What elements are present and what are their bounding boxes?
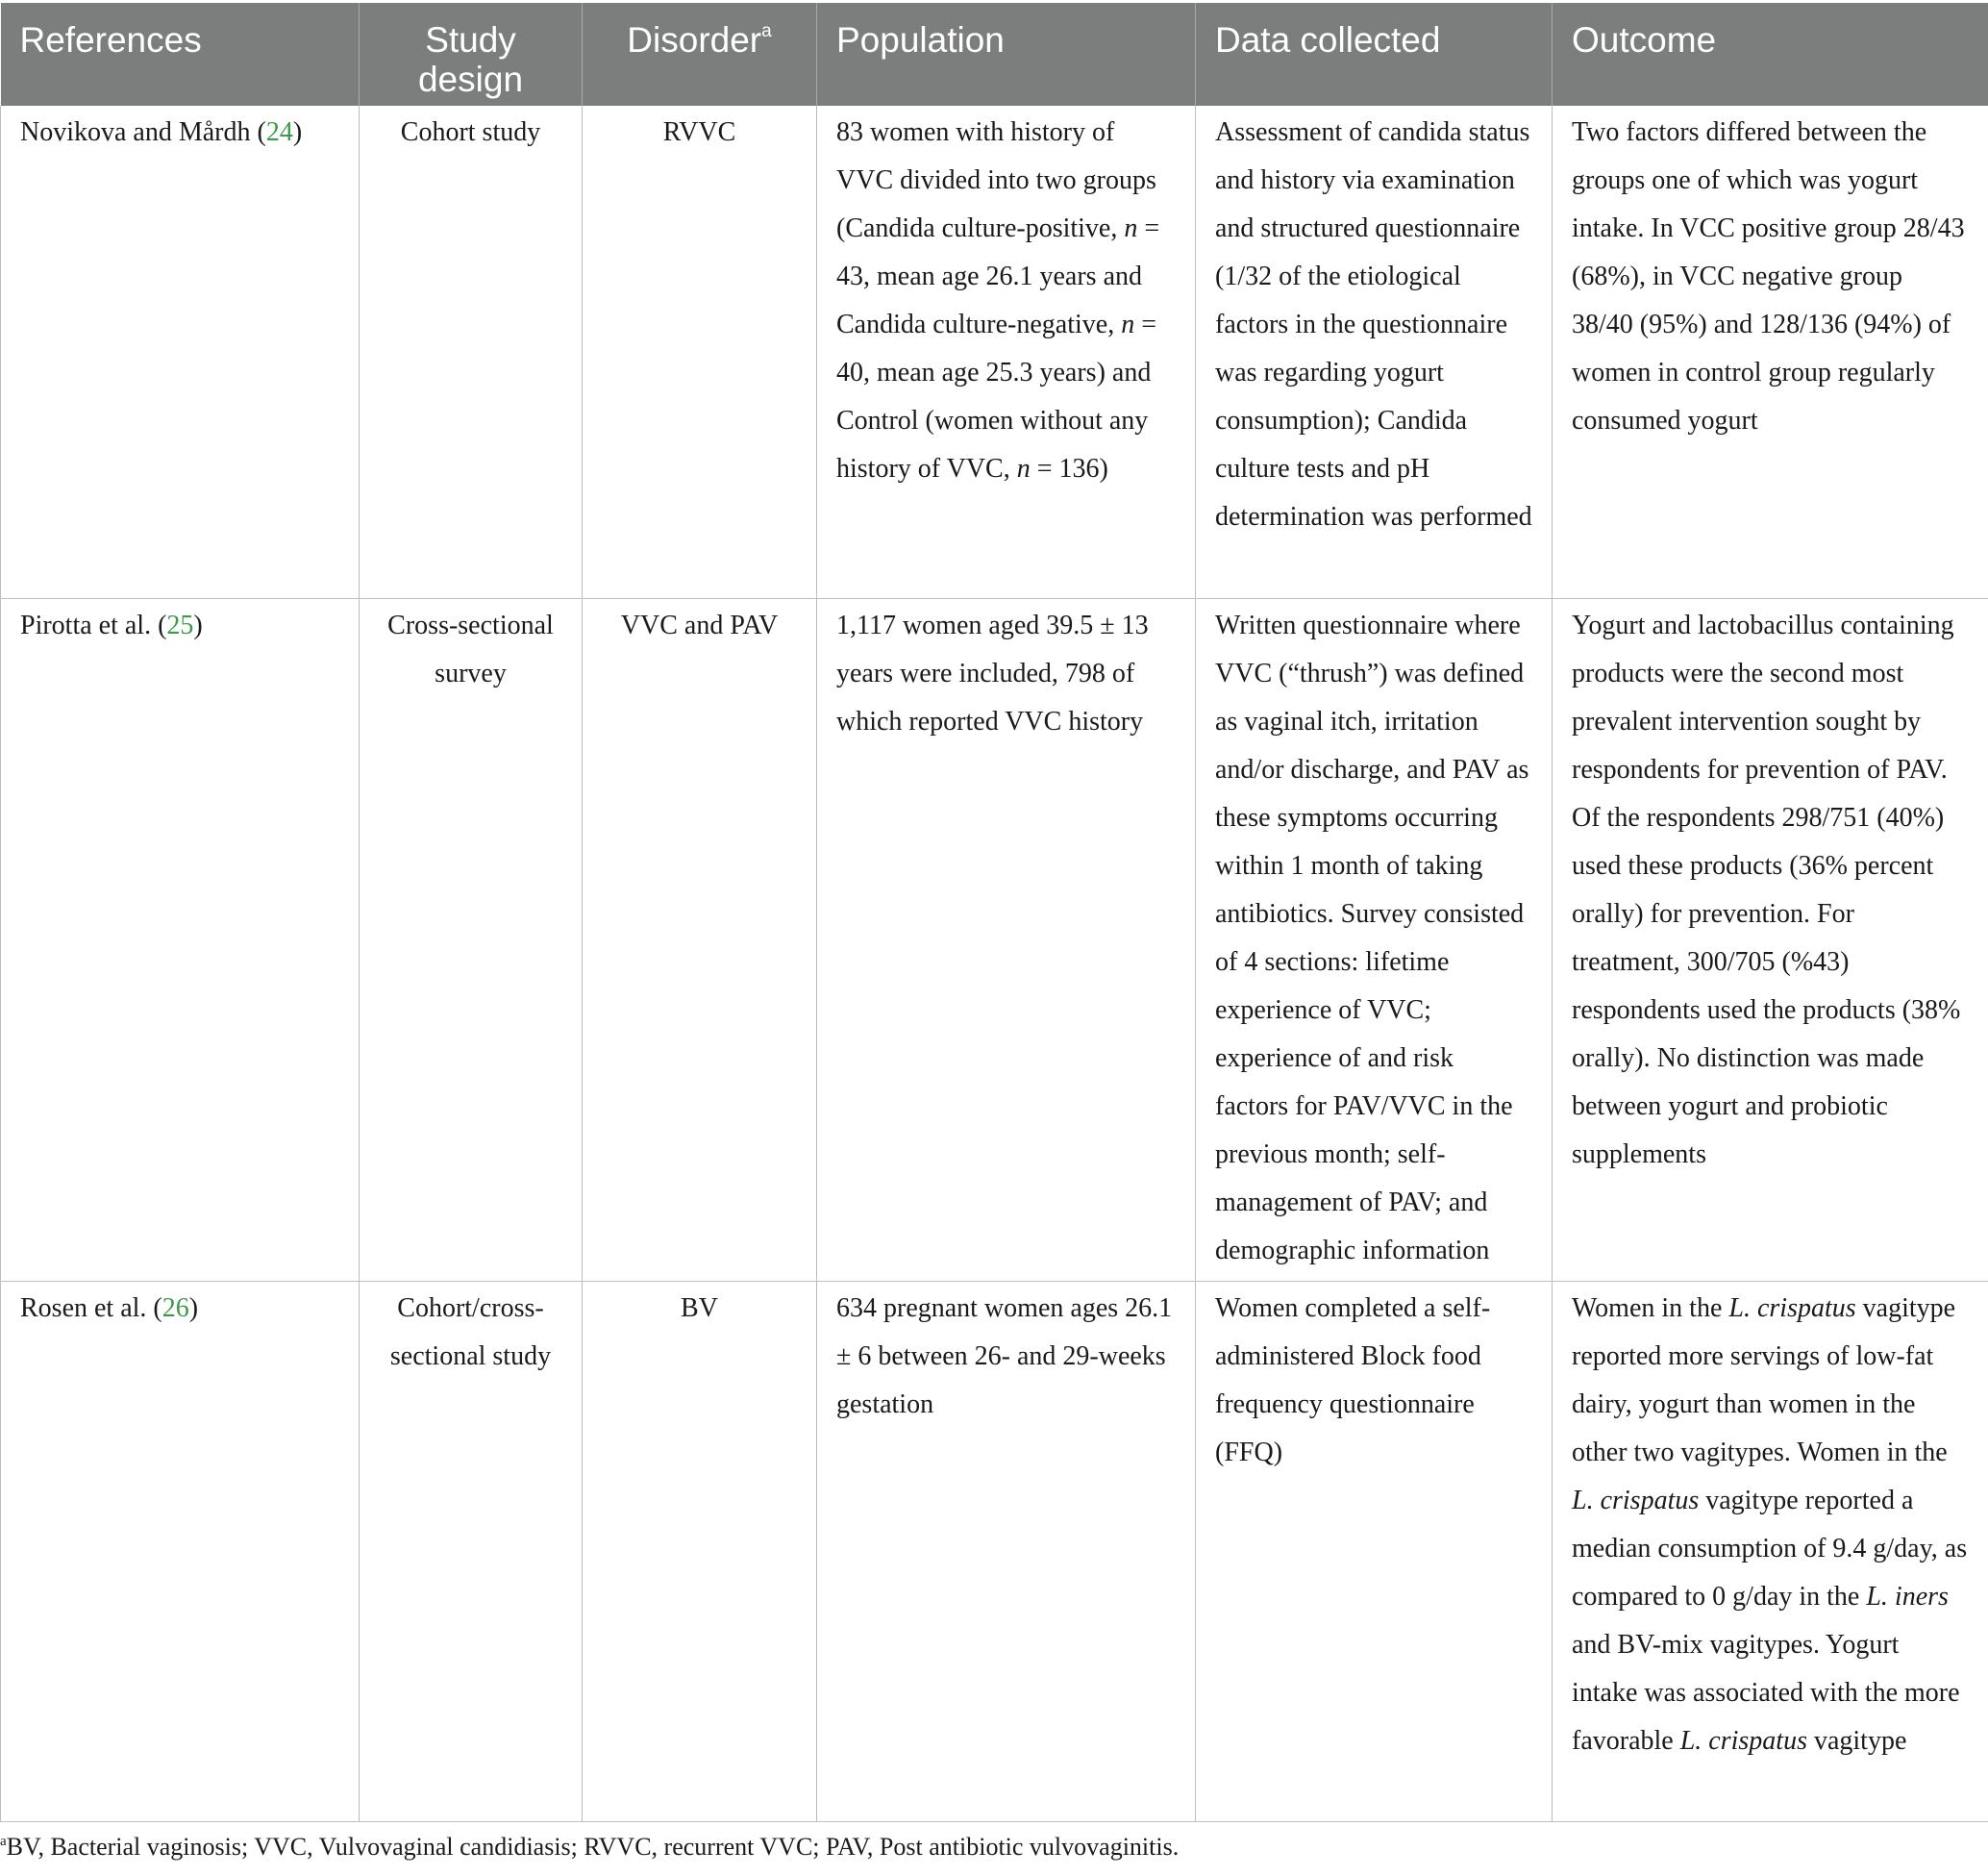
cell-population: 634 pregnant women ages 26.1 ± 6 between 26- and 29-weeks gestation bbox=[817, 1281, 1196, 1821]
cell-outcome bbox=[1553, 1281, 1988, 1821]
cell-study-design: Cross-sectional survey bbox=[360, 598, 583, 1281]
population-text: = 40, mean age 25.3 years) and Control (women without any history of VVC, bbox=[836, 310, 1157, 484]
reference-close: ) bbox=[188, 1292, 199, 1323]
reference-link[interactable]: 26 bbox=[162, 1292, 189, 1323]
header-disorder bbox=[583, 3, 817, 106]
outcome-text: vagitype reported a median consumption of 9.4 g/day, as compared to 0 g/day in the bbox=[1572, 1485, 1968, 1612]
header-study-design: Study design bbox=[360, 3, 583, 106]
cell-reference bbox=[1, 598, 360, 1281]
cell-population: 1,117 women aged 39.5 ± 13 years were included, 798 of which reported VVC history bbox=[817, 598, 1196, 1281]
reference-link[interactable]: 25 bbox=[166, 610, 194, 640]
table-footnote bbox=[0, 1833, 1179, 1862]
footnote-text: BV, Bacterial vaginosis; VVC, Vulvovaginal candidiasis; RVVC, recurrent VVC; PAV, Post antibiotic vulvovaginitis. bbox=[6, 1833, 1180, 1861]
table-row bbox=[1, 598, 1988, 1281]
population-n-symbol: n bbox=[1121, 310, 1135, 339]
cell-study-design: Cohort/cross-sectional study bbox=[360, 1281, 583, 1821]
header-row bbox=[1, 3, 1988, 106]
reference-close: ) bbox=[292, 117, 303, 147]
cell-reference bbox=[1, 1281, 360, 1821]
cell-data-collected: Written questionnaire where VVC (“thrush”) was defined as vaginal itch, irritation and/or discharge, and PAV as these symptoms occurring within 1 month of taking antibiotics. Survey consisted of 4 sections: lifetime experience of VVC; experience of and risk factors for PAV/VVC in the previous month; self-management of PAV; and demographic information bbox=[1196, 598, 1553, 1281]
table-header bbox=[1, 3, 1988, 106]
footnote-marker: a bbox=[0, 1834, 7, 1849]
outcome-species: L. iners bbox=[1866, 1581, 1949, 1612]
cell-disorder: RVVC bbox=[583, 106, 817, 598]
population-text: = 136) bbox=[1030, 454, 1108, 484]
reference-authors: Pirotta et al. ( bbox=[20, 610, 167, 640]
table-row bbox=[1, 1281, 1988, 1821]
header-population: Population bbox=[817, 3, 1196, 106]
reference-authors: Rosen et al. ( bbox=[20, 1292, 162, 1323]
outcome-text: and BV-mix vagitypes. Yogurt intake was associated with the more favorable bbox=[1572, 1629, 1960, 1756]
header-disorder-label: Disorder bbox=[627, 20, 762, 60]
table-body bbox=[1, 106, 1988, 1821]
header-references: References bbox=[1, 3, 360, 106]
reference-close: ) bbox=[193, 610, 203, 640]
cell-reference bbox=[1, 106, 360, 598]
cell-population bbox=[817, 106, 1196, 598]
population-n-symbol: n bbox=[1016, 454, 1031, 484]
outcome-species: L. crispatus bbox=[1728, 1292, 1856, 1323]
outcome-text: Women in the bbox=[1572, 1292, 1729, 1323]
cell-outcome: Two factors differed between the groups one of which was yogurt intake. In VCC positive group 28/43 (68%), in VCC negative group 38/40 (95%) and 128/136 (94%) of women in control group regularly consumed yogurt bbox=[1553, 106, 1988, 598]
cell-outcome: Yogurt and lactobacillus containing products were the second most prevalent intervention sought by respondents for prevention of PAV. Of the respondents 298/751 (40%) used these products (36% percent orally) for prevention. For treatment, 300/705 (%43) respondents used the products (38% orally). No distinction was made between yogurt and probiotic supplements bbox=[1553, 598, 1988, 1281]
reference-link[interactable]: 24 bbox=[265, 117, 293, 147]
population-n-symbol: n bbox=[1124, 213, 1138, 243]
studies-table bbox=[0, 3, 1988, 1822]
cell-data-collected: Assessment of candida status and history via examination and structured questionnaire (1/32 of the etiological factors in the questionnaire was regarding yogurt consumption); Candida culture tests and pH determination was performed bbox=[1196, 106, 1553, 598]
population-text: = 43, mean age 26.1 years and Candida culture-negative, bbox=[836, 213, 1160, 339]
outcome-text: vagitype reported more servings of low-fat dairy, yogurt than women in the other two vagitypes. Women in the bbox=[1572, 1292, 1956, 1467]
outcome-species: L. crispatus bbox=[1679, 1725, 1807, 1756]
cell-disorder: VVC and PAV bbox=[583, 598, 817, 1281]
outcome-text: vagitype bbox=[1806, 1725, 1907, 1756]
header-data-collected: Data collected bbox=[1196, 3, 1553, 106]
header-outcome: Outcome bbox=[1553, 3, 1988, 106]
table-container bbox=[0, 3, 1988, 1822]
cell-disorder: BV bbox=[583, 1281, 817, 1821]
cell-study-design: Cohort study bbox=[360, 106, 583, 598]
reference-authors: Novikova and Mårdh ( bbox=[20, 117, 266, 147]
header-disorder-footnote-marker: a bbox=[761, 21, 772, 41]
cell-data-collected: Women completed a self-administered Block food frequency questionnaire (FFQ) bbox=[1196, 1281, 1553, 1821]
table-row bbox=[1, 106, 1988, 598]
population-text: 83 women with history of VVC divided into two groups (Candida culture-positive, bbox=[836, 117, 1156, 243]
outcome-species: L. crispatus bbox=[1572, 1485, 1700, 1515]
